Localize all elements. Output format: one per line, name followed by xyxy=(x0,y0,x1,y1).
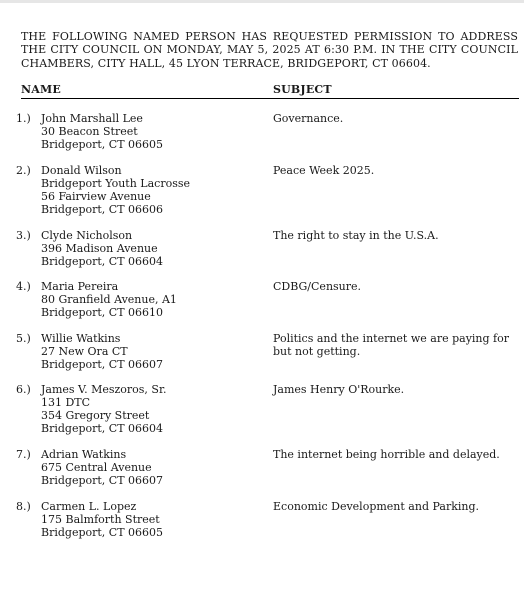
address-line: 131 DTC xyxy=(41,396,91,409)
speaker-subject: The right to stay in the U.S.A. xyxy=(273,229,439,242)
speaker-name: John Marshall Lee xyxy=(41,112,143,125)
intro-paragraph: THE FOLLOWING NAMED PERSON HAS REQUESTED PERMISSION TO ADDRESS THE CITY COUNCIL ON MONDAY, MAY 5, 2025 AT 6:30 P.M. IN THE CITY COUNCIL CHAMBERS, CITY HALL, 45 LYON TERRACE, BRIDGEPORT, CT 06604. xyxy=(21,30,518,70)
address-line: Bridgeport, CT 06604 xyxy=(41,422,164,435)
speaker-address xyxy=(41,383,261,435)
speaker-subject: CDBG/Censure. xyxy=(273,280,362,293)
entry-number: 8.) xyxy=(16,500,31,513)
entry-number: 2.) xyxy=(16,164,31,177)
speaker-name: Willie Watkins xyxy=(41,332,121,345)
speaker-subject: Politics and the internet we are paying for but not getting. xyxy=(273,332,510,358)
subject-column-header: SUBJECT xyxy=(273,83,332,96)
speaker-address xyxy=(41,112,261,151)
address-line: Bridgeport, CT 06607 xyxy=(41,358,164,371)
header-rule xyxy=(21,98,519,99)
address-line: 27 New Ora CT xyxy=(41,345,128,358)
address-line: 56 Fairview Avenue xyxy=(41,190,151,203)
address-line: 175 Balmforth Street xyxy=(41,513,160,526)
entry-number: 4.) xyxy=(16,280,31,293)
speaker-address xyxy=(41,448,261,487)
speaker-subject: Economic Development and Parking. xyxy=(273,500,480,513)
address-line: Bridgeport, CT 06606 xyxy=(41,203,164,216)
entry-number: 5.) xyxy=(16,332,31,345)
speaker-subject: The internet being horrible and delayed. xyxy=(273,448,500,461)
speaker-name: Clyde Nicholson xyxy=(41,229,133,242)
speaker-name: Donald Wilson xyxy=(41,164,122,177)
address-line: 354 Gregory Street xyxy=(41,409,150,422)
speaker-name: Maria Pereira xyxy=(41,280,119,293)
speaker-address xyxy=(41,164,261,216)
name-column-header: NAME xyxy=(21,83,61,96)
speaker-subject: Peace Week 2025. xyxy=(273,164,375,177)
entry-number: 6.) xyxy=(16,383,31,396)
entry-number: 3.) xyxy=(16,229,31,242)
address-line: Bridgeport, CT 06605 xyxy=(41,138,164,151)
address-line: 30 Beacon Street xyxy=(41,125,138,138)
speaker-address xyxy=(41,229,261,268)
speaker-address xyxy=(41,280,261,319)
entry-number: 7.) xyxy=(16,448,31,461)
entry-number: 1.) xyxy=(16,112,31,125)
address-line: Bridgeport, CT 06607 xyxy=(41,474,164,487)
speaker-name: Carmen L. Lopez xyxy=(41,500,137,513)
address-line: Bridgeport, CT 06604 xyxy=(41,255,164,268)
address-line: 396 Madison Avenue xyxy=(41,242,158,255)
address-line: Bridgeport, CT 06605 xyxy=(41,526,164,539)
speaker-address xyxy=(41,332,261,371)
speaker-address xyxy=(41,500,261,539)
address-line: Bridgeport, CT 06610 xyxy=(41,306,164,319)
speaker-name: Adrian Watkins xyxy=(41,448,127,461)
address-line: Bridgeport Youth Lacrosse xyxy=(41,177,191,190)
top-border xyxy=(0,0,524,3)
address-line: 80 Granfield Avenue, A1 xyxy=(41,293,177,306)
speaker-name: James V. Meszoros, Sr. xyxy=(41,383,167,396)
speaker-subject: James Henry O'Rourke. xyxy=(273,383,405,396)
speaker-subject: Governance. xyxy=(273,112,344,125)
address-line: 675 Central Avenue xyxy=(41,461,152,474)
